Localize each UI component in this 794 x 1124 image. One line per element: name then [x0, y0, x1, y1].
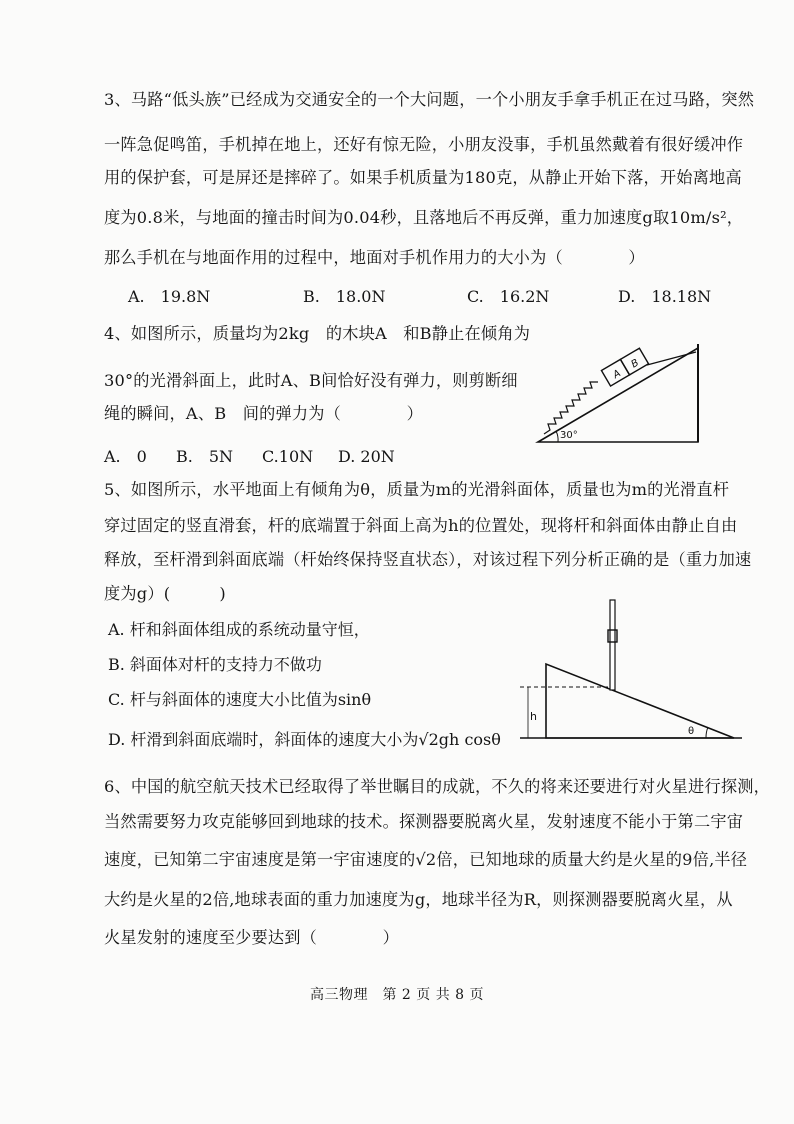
q3-option-d: D. 18.18N: [618, 287, 712, 306]
block-a-label: A: [611, 368, 623, 382]
q6-line-4: 大约是火星的2倍,地球表面的重力加速度为g，地球半径为R，则探测器要脱离火星，从: [104, 890, 733, 909]
q4-option-c: C.10N: [262, 447, 314, 466]
q5-option-a: A. 杆和斜面体组成的系统动量守恒，: [108, 620, 370, 639]
q4-option-d: D. 20N: [338, 447, 395, 466]
theta-arc: [706, 727, 708, 738]
q4-line-3: 绳的瞬间，A、B 间的弹力为（ ）: [104, 404, 423, 423]
vertical-rod: [610, 600, 615, 690]
q5-line-4: 度为g）( ): [104, 584, 226, 603]
q4-line-2: 30°的光滑斜面上，此时A、B间恰好没有弹力，则剪断细: [104, 371, 518, 390]
q5-line-1: 5、如图所示，水平地面上有倾角为θ，质量为m的光滑斜面体，质量也为m的光滑直杆: [104, 480, 730, 499]
q3-option-c: C. 16.2N: [467, 287, 550, 306]
q3-line-2: 一阵急促鸣笛，手机掉在地上，还好有惊无险，小朋友没事，手机虽然戴着有很好缓冲作: [104, 135, 744, 154]
height-label: h: [530, 710, 537, 723]
page-footer: 高三物理 第 2 页 共 8 页: [309, 987, 485, 1003]
q5-incline-figure: [510, 594, 750, 746]
incline-body: [546, 664, 734, 738]
q3-option-a: A. 19.8N: [128, 287, 211, 306]
q5-line-2: 穿过固定的竖直滑套，杆的底端置于斜面上高为h的位置处，现将杆和斜面体由静止自由: [104, 516, 738, 535]
q3-line-5: 那么手机在与地面作用的过程中，地面对手机作用力的大小为（ ）: [104, 248, 645, 267]
q3-line-4: 度为0.8米，与地面的撞击时间为0.04秒，且落地后不再反弹，重力加速度g取10m/s²，: [104, 208, 744, 227]
q6-line-5: 火星发射的速度至少要达到（ ）: [104, 928, 399, 947]
q3-line-1: 3、马路“低头族”已经成为交通安全的一个大问题，一个小朋友手拿手机正在过马路，突然: [104, 90, 755, 109]
q4-incline-figure: [530, 330, 710, 450]
q4-option-a: A. 0: [104, 447, 147, 466]
incline-triangle: [538, 348, 698, 442]
q3-option-b: B. 18.0N: [303, 287, 386, 306]
q6-line-2: 当然需要努力攻克能够回到地球的技术。探测器要脱离火星，发射速度不能小于第二宇宙: [104, 812, 744, 831]
q5-option-d: D. 杆滑到斜面底端时，斜面体的速度大小为√2gh cosθ: [108, 730, 501, 749]
q4-option-b: B. 5N: [176, 447, 234, 466]
angle-arc: [556, 431, 558, 442]
q5-option-c: C. 杆与斜面体的速度大小比值为sinθ: [108, 690, 372, 709]
q4-line-1: 4、如图所示，质量均为2kg 的木块A 和B静止在倾角为: [104, 324, 531, 343]
block-b-label: B: [629, 357, 641, 371]
spring: [544, 382, 598, 434]
q5-option-b: B. 斜面体对杆的支持力不做功: [108, 655, 322, 674]
q3-line-3: 用的保护套，可是屏还是摔碎了。如果手机质量为180克，从静止开始下落，开始离地高: [104, 168, 742, 187]
angle-label: 30°: [560, 430, 578, 441]
q6-line-3: 速度，已知第二宇宙速度是第一宇宙速度的√2倍，已知地球的质量大约是火星的9倍,半径: [104, 850, 748, 869]
q5-line-3: 释放，至杆滑到斜面底端（杆始终保持竖直状态），对该过程下列分析正确的是（重力加速: [104, 550, 752, 569]
theta-label: θ: [688, 726, 695, 737]
q6-line-1: 6、中国的航空航天技术已经取得了举世瞩目的成就，不久的将来还要进行对火星进行探测，: [104, 777, 770, 796]
